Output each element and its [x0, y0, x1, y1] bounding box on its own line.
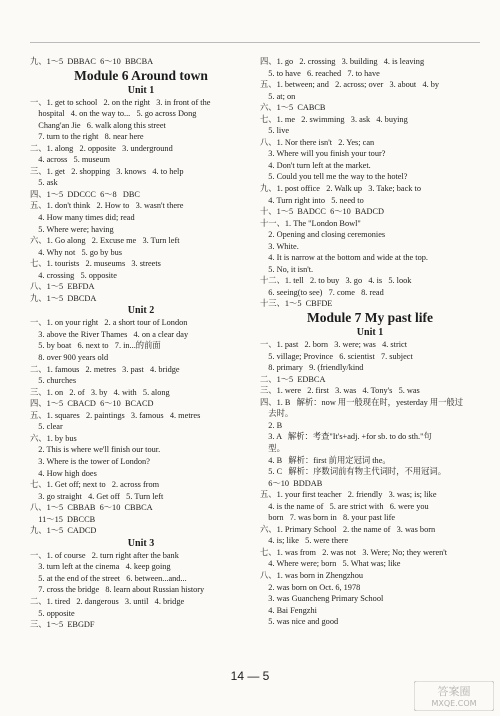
answer-line: 一、1. past 2. born 3. were; was 4. strict [260, 340, 408, 350]
answer-line: 5. clear [30, 422, 63, 432]
right-column [260, 56, 480, 628]
answer-line: 四、1～5 CBACD 6～10 BCACD [30, 399, 154, 409]
answer-line: 4. Turn right into 5. need to [260, 195, 364, 205]
module-title: Module 7 My past life [307, 310, 433, 326]
answer-line: 5. C 解析：序数词前有物主代词时，不用冠词。 [260, 467, 446, 477]
unit-heading: Unit 3 [127, 537, 155, 549]
answer-line: 十三、1～5 CBFDE [260, 299, 333, 309]
answer-line: 5. village; Province 6. scientist 7. subject [260, 351, 413, 361]
answer-line: 4. It is narrow at the bottom and wide at the top. [260, 253, 428, 263]
answer-line: 3. go straight 4. Get off 5. Turn left [30, 491, 164, 501]
answer-line: 5. was nice and good [260, 617, 339, 627]
watermark-logo [414, 681, 494, 711]
answer-line: 九、1～5 DBBAC 6～10 BBCBA [30, 57, 154, 66]
answer-line: 二、1. tired 2. dangerous 3. until 4. bridge [30, 596, 185, 606]
unit-heading: Unit 1 [127, 84, 155, 96]
watermark-text: 答案圈 [437, 685, 471, 698]
answer-line: 八、1. was born in Zhengzhou [260, 570, 364, 580]
answer-line: 一、1. get to school 2. on the right 3. in front of the [30, 97, 211, 107]
answer-line: 九、1～5 CADCD [30, 526, 97, 536]
answer-line: 七、1. Get off; next to 2. across from [30, 480, 160, 490]
answer-line: 二、1～5 EDBCA [260, 374, 326, 384]
answer-line: 7. cross the bridge 8. learn about Russian history [30, 585, 205, 595]
answer-line: 4. is the name of 5. are strict with 6. were you [260, 501, 429, 511]
answer-line: 4. is; like 5. were there [260, 536, 349, 546]
answer-line: 3. White. [260, 241, 299, 251]
module-title: Module 6 Around town [74, 67, 208, 83]
answer-line: born 7. was born in 8. your past life [260, 513, 396, 523]
answer-line: 十一、1. The "London Bowl" [260, 218, 361, 228]
answer-line: 5. churches [30, 376, 77, 386]
answer-line: 3. above the River Thames 4. on a clear day [30, 329, 189, 339]
answer-line: 5. No, it isn't. [260, 264, 314, 274]
answer-line: 5. opposite [30, 608, 75, 618]
page-number: 14 — 5 [230, 669, 270, 683]
answer-line: 六、1～5 CABCB [260, 103, 326, 113]
answer-line: 八、1～5 EBFDA [30, 282, 95, 292]
answer-line: 十、1～5 BADCC 6～10 BADCD [260, 207, 385, 217]
answer-line: 5. by boat 6. next to 7. in...的前面 [30, 341, 161, 351]
answer-line: 11～15 DBCCB [30, 514, 96, 524]
answer-line: 4. crossing 5. opposite [30, 270, 117, 280]
answer-line: 八、1. Nor there isn't 2. Yes; can [260, 137, 375, 147]
answer-line: 6～10 BDDAB [260, 478, 323, 488]
answer-line: 3. Where is the tower of London? [30, 456, 150, 466]
answer-line: 4. How high does [30, 468, 97, 478]
answer-line: 4. across 5. museum [30, 155, 110, 165]
answer-line: 二、1. along 2. opposite 3. underground [30, 143, 173, 153]
answer-line: 8. primary 9. (friendly/kind [260, 363, 364, 373]
answer-line: 六、1. by bus [30, 433, 77, 443]
answer-line: 5. to have 6. reached 7. to have [260, 68, 380, 78]
answer-line: 九、1～5 DBCDA [30, 293, 97, 303]
answer-line: 五、1. your first teacher 2. friendly 3. was; is; like [260, 490, 437, 500]
answer-line: 七、1. was from 2. was not 3. Were; No; they weren't [260, 547, 448, 557]
answer-line: 7. turn to the right 8. near here [30, 132, 144, 142]
answer-line: 五、1. between; and 2. across; over 3. about 4. by [260, 80, 440, 90]
answer-line: 3. Where will you finish your tour? [260, 149, 386, 159]
unit-heading: Unit 2 [127, 305, 155, 317]
answer-line: 型。 [260, 443, 285, 453]
answer-line: 2. B [260, 420, 283, 430]
answer-line: 八、1～5 CBBAB 6～10 CBBCA [30, 503, 153, 513]
answer-line: 3. turn left at the cinema 4. keep going [30, 562, 171, 572]
watermark-url: MXQE.COM [431, 699, 477, 708]
answer-line: 2. was born on Oct. 6, 1978 [260, 582, 361, 592]
answer-line: 七、1. me 2. swimming 3. ask 4. buying [260, 114, 408, 124]
answer-line: 一、1. of course 2. turn right after the bank [30, 550, 179, 560]
answer-line: 4. Why not 5. go by bus [30, 247, 123, 257]
answer-line: 三、1. on 2. of 3. by 4. with 5. along [30, 387, 170, 397]
answer-line: 4. Don't turn left at the market. [260, 160, 371, 170]
answer-line: Chang'an Jie 6. walk along this street [30, 120, 166, 130]
answer-line: 3. was Guancheng Primary School [260, 594, 384, 604]
answer-line: 8. over 900 years old [30, 353, 109, 363]
answer-line: 三、1. get 2. shopping 3. knows 4. to help [30, 166, 184, 176]
answer-line: 四、1. go 2. crossing 3. building 4. is leaving [260, 57, 425, 66]
answer-line: 2. This is where we'll finish our tour. [30, 445, 161, 455]
answer-line: 六、1. Go along 2. Excuse me 3. Turn left [30, 236, 180, 246]
answer-line: 七、1. tourists 2. museums 3. streets [30, 259, 161, 269]
answer-line: 5. Where were; having [30, 224, 114, 234]
answer-line: 4. Bai Fengzhi [260, 605, 317, 615]
answer-line: 5. live [260, 126, 290, 136]
answer-line: 4. B 解析：first 前用定冠词 the。 [260, 455, 391, 465]
answer-line: 5. ask [30, 178, 58, 188]
answer-line: 三、1～5 EBGDF [30, 620, 95, 630]
answer-line: 4. How many times did; read [30, 213, 135, 223]
answer-line: 三、1. were 2. first 3. was 4. Tony's 5. was [260, 386, 420, 396]
answer-line: 五、1. don't think 2. How to 3. wasn't there [30, 201, 184, 211]
answer-line: 去时。 [260, 409, 294, 419]
answer-line: 十二、1. tell 2. to buy 3. go 4. is 5. look [260, 276, 412, 286]
answer-line: 2. Opening and closing ceremonies [260, 230, 386, 240]
answer-line: 五、1. squares 2. paintings 3. famous 4. metres [30, 410, 201, 420]
left-column [30, 56, 252, 631]
answer-line: 六、1. Primary School 2. the name of 3. was born [260, 524, 436, 534]
answer-line: hospital 4. on the way to... 5. go across Dong [30, 109, 197, 119]
answer-line: 6. seeing(to see) 7. come 8. read [260, 287, 384, 297]
answer-line: 5. at; on [260, 91, 296, 101]
answer-line: 二、1. famous 2. metres 3. past 4. bridge [30, 364, 180, 374]
unit-heading: Unit 1 [356, 327, 384, 339]
header-rule [30, 42, 480, 43]
answer-line: 3. A 解析：考查"It's+adj. +for sb. to do sth."句 [260, 432, 432, 442]
answer-line: 4. Where were; born 5. What was; like [260, 559, 401, 569]
answer-line: 四、1. B 解析：now 用一般现在时，yesterday 用一般过 [260, 397, 464, 407]
answer-line: 5. Could you tell me the way to the hotel? [260, 172, 408, 182]
answer-line: 一、1. on your right 2. a short tour of London [30, 318, 188, 328]
answer-line: 四、1～5 DDCCC 6～8 DBC [30, 189, 140, 199]
answer-line: 九、1. post office 2. Walk up 3. Take; back to [260, 184, 421, 194]
answer-line: 5. at the end of the street 6. between...and... [30, 573, 187, 583]
